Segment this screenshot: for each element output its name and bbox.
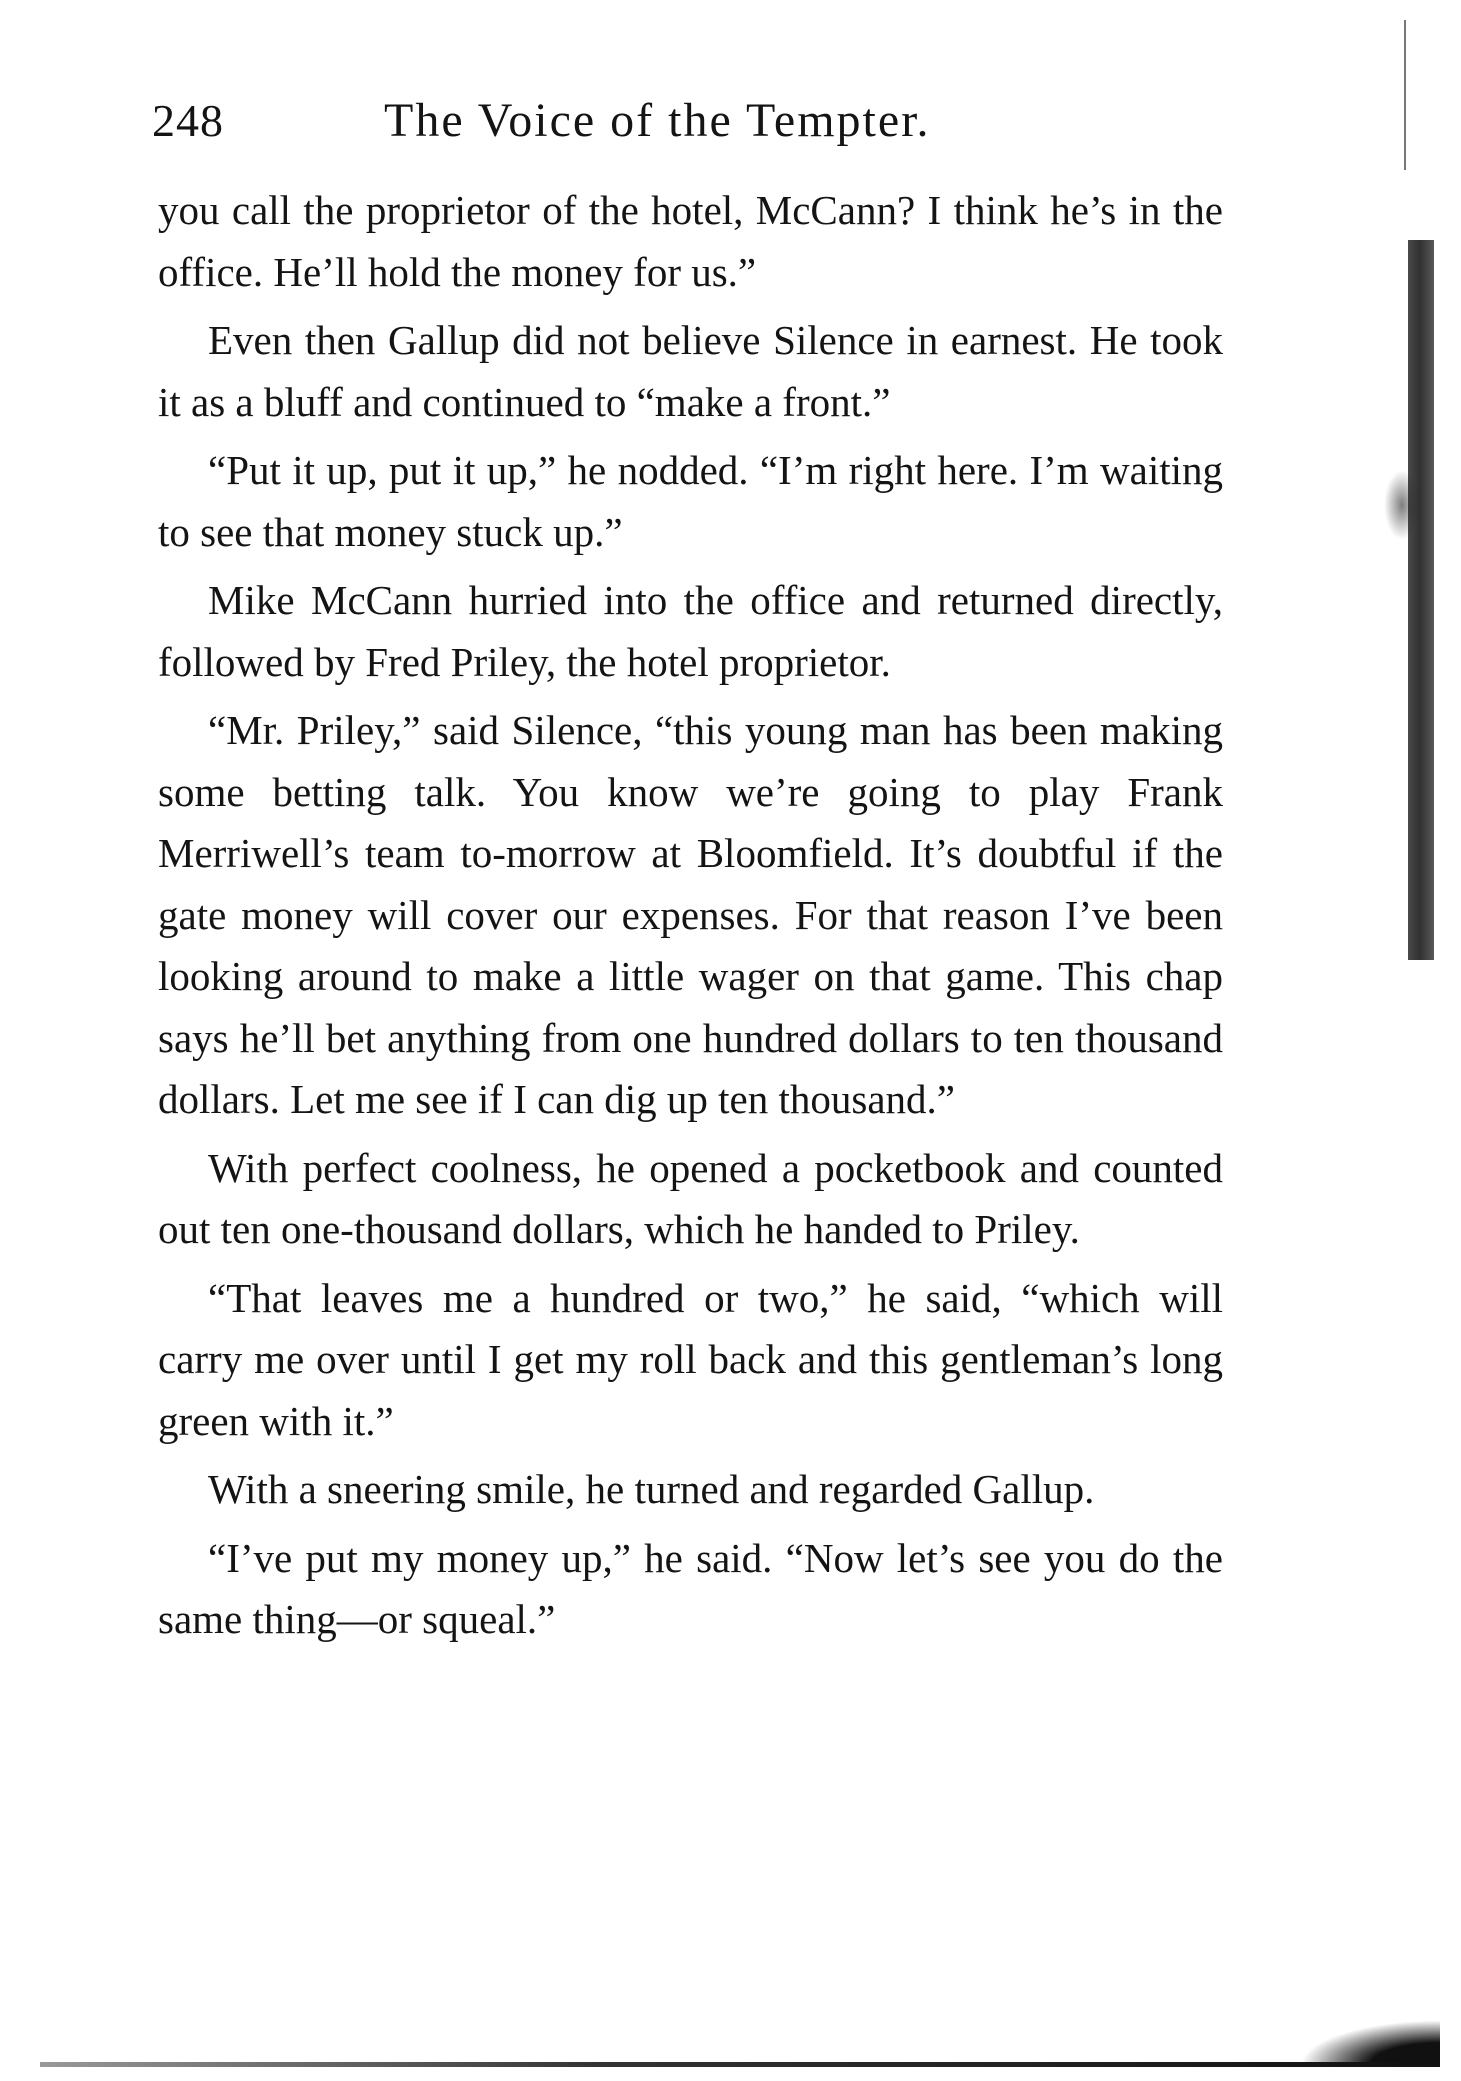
paragraph-6: With perfect coolness, he opened a pocketbook and counted out ten one-thousand dollars, which he handed to Priley. [158, 1144, 1223, 1252]
running-head [152, 86, 1232, 156]
paragraph-9: “I’ve put my money up,” he said. “Now let’s see you do the same thing—or squeal.” [158, 1534, 1223, 1642]
paragraph-3: “Put it up, put it up,” he nodded. “I’m right here. I’m waiting to see that money stuck up.” [158, 447, 1223, 555]
scan-bottom-rule [40, 2062, 1440, 2067]
scan-bottom-swell [1300, 2020, 1440, 2065]
paragraph-8: With a sneering smile, he turned and regarded Gallup. [208, 1466, 1095, 1512]
paragraph-5: “Mr. Priley,” said Silence, “this young man has been making some betting talk. You know we’re going to play Frank Merriwell’s team to-morrow at Bloomfield. It’s doubtful if the gate money will cover our expenses. For that reason I’ve been looking around to make a little wager on that game. This chap says he’ll bet anything from one hundred dollars to ten thousand dollars. Let me see if I can dig up ten thousand.” [158, 707, 1223, 1122]
scan-edge-line [1404, 20, 1406, 170]
scan-speck [1384, 470, 1420, 540]
paragraph-4: Mike McCann hurried into the office and returned directly, followed by Fred Priley, the hotel proprietor. [158, 577, 1223, 685]
paragraph-7: “That leaves me a hundred or two,” he said, “which will carry me over until I get my roll back and this gentleman’s long green with it.” [158, 1274, 1223, 1444]
paragraph-2: Even then Gallup did not believe Silence in earnest. He took it as a bluff and continued to “make a front.” [158, 317, 1223, 425]
body-text [158, 180, 1223, 1658]
running-title: The Voice of the Tempter. [384, 94, 931, 147]
page-number: 248 [152, 95, 224, 146]
paragraph-1: you call the proprietor of the hotel, McCann? I think he’s in the office. He’ll hold the money for us.” [158, 187, 1223, 295]
scan-gutter-shadow [1408, 240, 1434, 960]
